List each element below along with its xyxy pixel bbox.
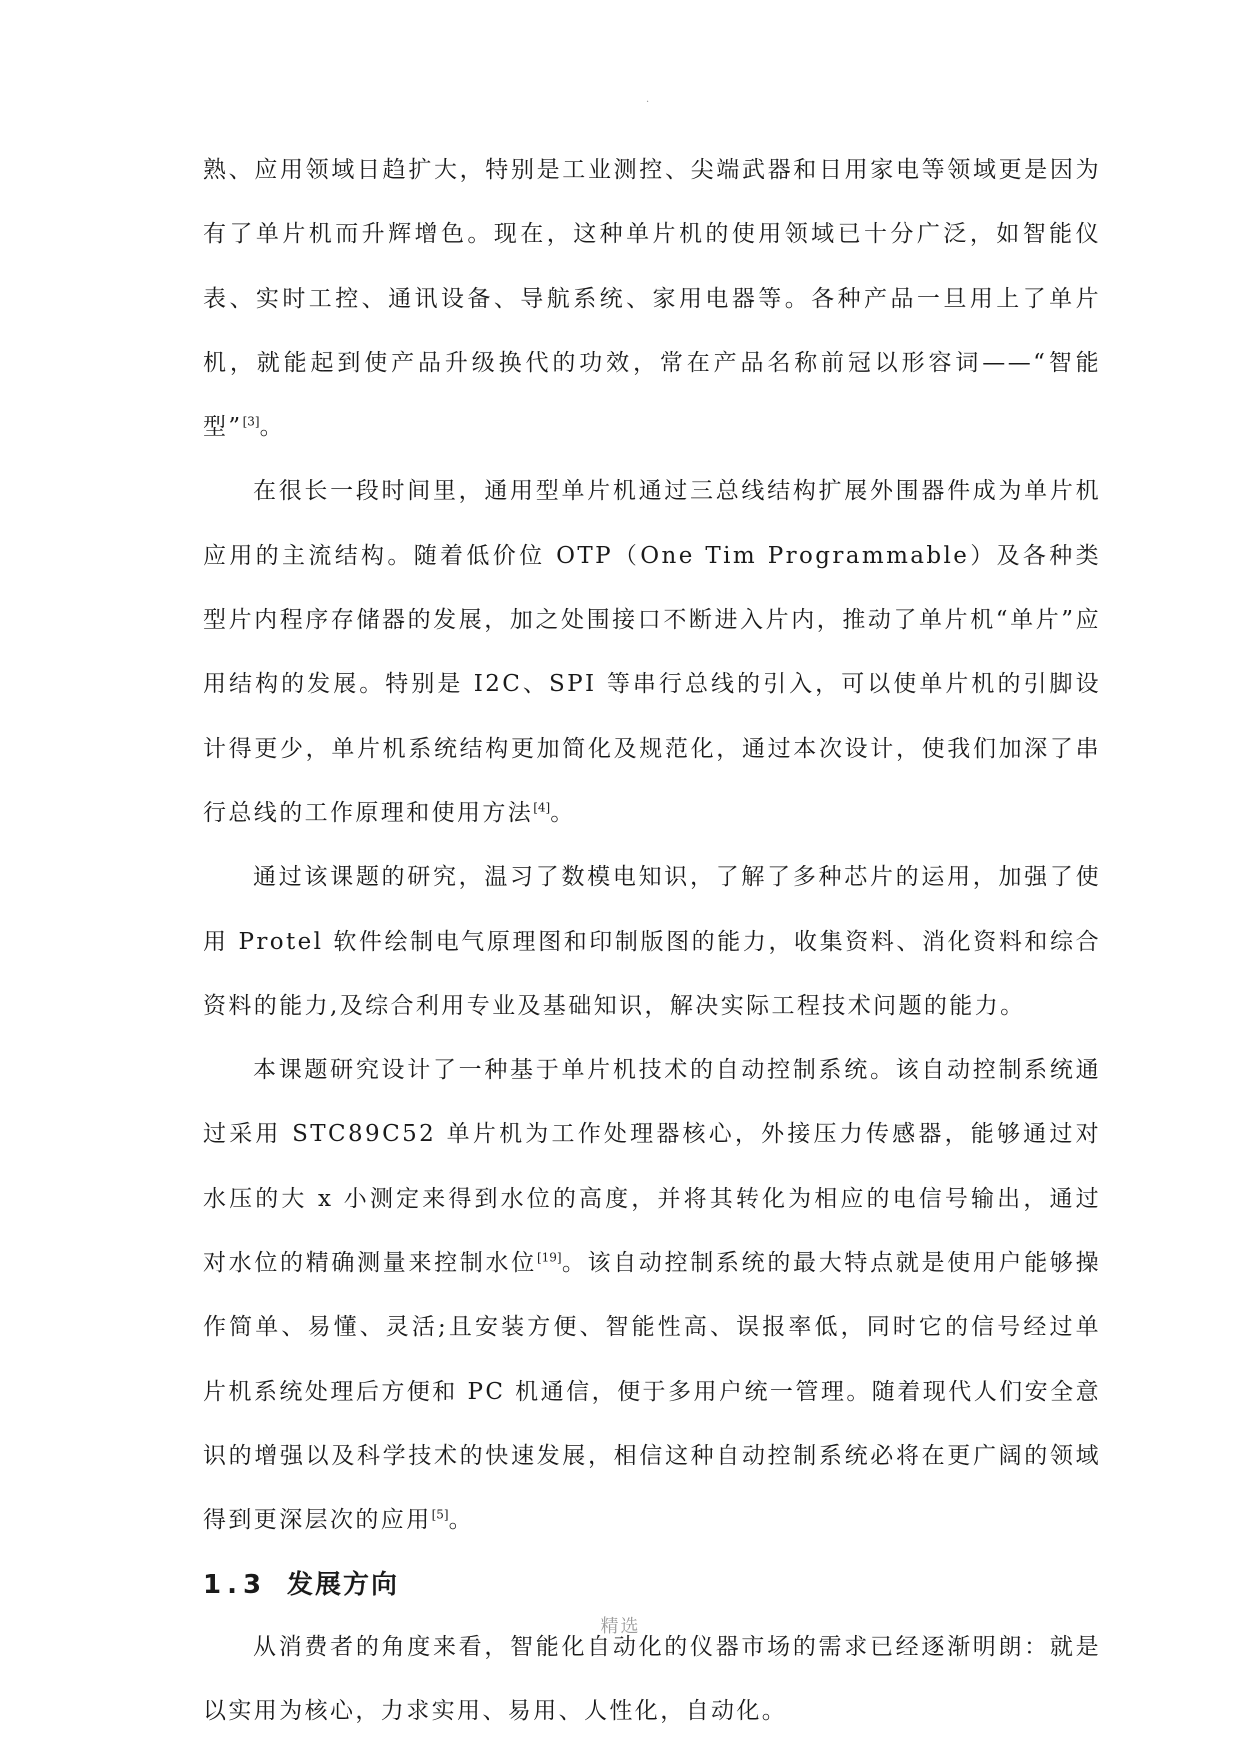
paragraph-3	[203, 845, 1101, 1038]
paragraph-3-text: 通过该课题的研究，温习了数模电知识，了解了多种芯片的运用，加强了使用 Protel 软件绘制电气原理图和印制版图的能力，收集资料、消化资料和综合资料的能力,及综合利用专业及基础知识，解决实际工程技术问题的能力。	[203, 864, 1101, 1019]
paragraph-2-text: 在很长一段时间里，通用型单片机通过三总线结构扩展外围器件成为单片机应用的主流结构。随着低价位 OTP（One Tim Programmable）及各种类型片内程序存储器的发展，加之处围接口不断进入片内，推动了单片机“单片”应用结构的发展。特别是 I2C、SPI 等串行总线的引入，可以使单片机的引脚设计得更少，单片机系统结构更加简化及规范化，通过本次设计，使我们加深了串行总线的工作原理和使用方法	[203, 478, 1101, 826]
section-heading	[203, 1559, 1101, 1611]
citation-5: [5]	[431, 1507, 449, 1522]
page-footer: 精选	[600, 1616, 641, 1637]
header-mark: ·	[646, 97, 650, 108]
paragraph-1	[203, 138, 1101, 459]
paragraph-1-text: 熟、应用领域日趋扩大，特别是工业测控、尖端武器和日用家电等领域更是因为有了单片机而升辉增色。现在，这种单片机的使用领域已十分广泛，如智能仪表、实时工控、通讯设备、导航系统、家用电器等。各种产品一旦用上了单片机，就能起到使产品升级换代的功效，常在产品名称前冠以形容词——“智能型”	[203, 157, 1101, 441]
paragraph-2-tail: 。	[550, 799, 576, 826]
section-title: 发展方向	[287, 1569, 400, 1600]
paragraph-2	[203, 459, 1101, 845]
citation-4: [4]	[533, 800, 551, 815]
paragraph-4-tail: 。	[448, 1507, 475, 1534]
paragraph-4-text-continued: 。该自动控制系统的最大特点就是使用户能够操作简单、易懂、灵活;且安装方便、智能性高、误报率低，同时它的信号经过单片机系统处理后方便和 PC 机通信，便于多用户统一管理。随着现代人们安全意识的增强以及科学技术的快速发展，相信这种自动控制系统必将在更广阔的领域得到更深层次的应用	[203, 1250, 1102, 1534]
paragraph-4-text: 本课题研究设计了一种基于单片机技术的自动控制系统。该自动控制系统通过采用 STC89C52 单片机为工作处理器核心，外接压力传感器，能够通过对水压的大 x 小测定来得到水位的高度，并将其转化为相应的电信号输出，通过对水位的精确测量来控制水位	[203, 1057, 1101, 1277]
document-body	[203, 138, 1101, 1743]
citation-19: [19]	[536, 1250, 562, 1265]
paragraph-4	[203, 1038, 1101, 1552]
paragraph-5-text: 从消费者的角度来看，智能化自动化的仪器市场的需求已经逐渐明朗：就是以实用为核心，力求实用、易用、人性化，自动化。	[203, 1633, 1101, 1724]
citation-3: [3]	[242, 414, 260, 429]
section-number: 1.3	[203, 1569, 268, 1600]
paragraph-1-tail: 。	[259, 414, 285, 441]
